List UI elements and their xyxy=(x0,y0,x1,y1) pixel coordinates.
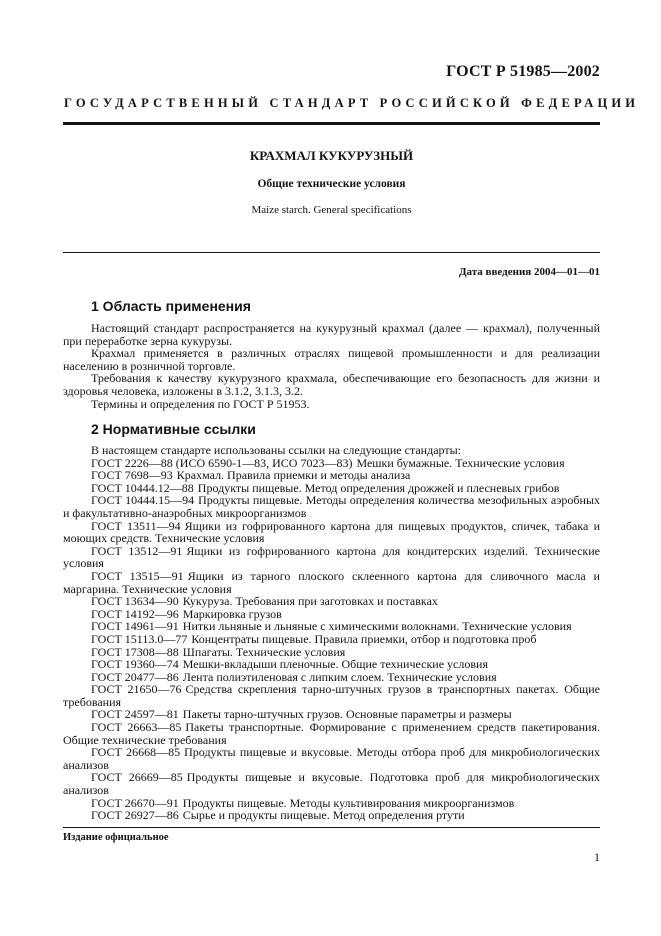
reference-code: ГОСТ 13515—91 xyxy=(91,568,184,583)
reference-title: Пакеты транспортные. Формирование с применением средств пакетирования. Общие технические требования xyxy=(63,720,600,747)
reference-title: Сырье и продукты пищевые. Метод определения ртути xyxy=(182,808,465,823)
reference-code: ГОСТ 20477—86 xyxy=(91,669,179,684)
paragraph: Требования к качеству кукурузного крахмала, обеспечивающие его безопасность для жизни и здоровья человека, изложены в 3.1.2, 3.1.3, 3.2. xyxy=(63,371,600,398)
reference-code: ГОСТ 21650—76 xyxy=(91,682,182,697)
reference-title: Кукуруза. Требования при заготовках и поставках xyxy=(182,594,438,609)
reference-title: Ящики из гофрированного картона для пищевых продуктов, спичек, табака и моющих средств. Технические условия xyxy=(63,518,600,546)
reference-item xyxy=(63,683,600,708)
reference-title: Крахмал. Правила приемки и методы анализа xyxy=(176,468,411,483)
reference-title: Мешки бумажные. Технические условия xyxy=(356,455,565,470)
reference-code: ГОСТ 17308—88 xyxy=(91,644,179,659)
reference-code: ГОСТ 14961—91 xyxy=(91,619,179,634)
introduction-date: Дата введения 2004—01—01 xyxy=(458,266,600,278)
reference-code: ГОСТ 26663—85 xyxy=(91,720,182,735)
footer-rule xyxy=(63,827,600,828)
reference-title: Лента полиэтиленовая с липким слоем. Технические условия xyxy=(182,669,497,684)
section-2-heading: 2 Нормативные ссылки xyxy=(91,421,256,437)
reference-item xyxy=(63,595,600,608)
section-1-heading: 1 Область применения xyxy=(91,298,251,314)
state-standard-banner: ГОСУДАРСТВЕННЫЙ СТАНДАРТ РОССИЙСКОЙ ФЕДЕРАЦИИ xyxy=(64,96,640,110)
reference-item xyxy=(63,721,600,746)
reference-code: ГОСТ 15113.0—77 xyxy=(91,631,188,646)
section-2-body xyxy=(63,444,600,822)
reference-item xyxy=(63,520,600,545)
header-thick-rule xyxy=(63,122,600,125)
reference-title: Ящики из тарного плоского склеенного картона для сливочного масла и маргарина. Технические условия xyxy=(63,568,600,596)
reference-item xyxy=(63,746,600,771)
reference-title: Продукты пищевые. Метод определения дрожжей и плесневых грибов xyxy=(197,480,560,495)
paragraph: Термины и определения по ГОСТ Р 51953. xyxy=(91,396,310,411)
reference-item xyxy=(63,809,600,822)
reference-title: Продукты пищевые. Методы культивирования микроорганизмов xyxy=(182,795,515,810)
reference-title: Продукты пищевые и вкусовые. Методы отбора проб для микробиологических анализов xyxy=(63,745,600,772)
reference-code: ГОСТ 26669—85 xyxy=(91,770,183,785)
reference-item xyxy=(63,771,600,796)
reference-code: ГОСТ 14192—96 xyxy=(91,606,179,621)
reference-code: ГОСТ 13634—90 xyxy=(91,594,179,609)
reference-item xyxy=(63,494,600,519)
reference-code: ГОСТ 24597—81 xyxy=(91,707,179,722)
paragraph: В настоящем стандарте использованы ссылки на следующие стандарты: xyxy=(91,443,462,457)
document-code: ГОСТ Р 51985—2002 xyxy=(446,63,600,80)
reference-item xyxy=(63,570,600,595)
reference-code: ГОСТ 13512—91 xyxy=(91,543,183,558)
reference-title: Средства скрепления тарно-штучных грузов в транспортных пакетах. Общие требования xyxy=(63,682,600,709)
page-number: 1 xyxy=(594,850,600,864)
section-1-body xyxy=(63,322,600,410)
reference-title: Ящики из гофрированного картона для кондитерских изделий. Технические условия xyxy=(63,543,600,571)
paragraph: Крахмал применяется в различных отраслях пищевой промышленности и для реализации населению в розничной торговле. xyxy=(63,346,600,373)
reference-title: Маркировка грузов xyxy=(182,606,282,621)
reference-code: ГОСТ 2226—88 (ИСО 6590-1—83, ИСО 7023—83) xyxy=(91,455,353,470)
title-divider-rule xyxy=(63,252,600,253)
reference-code: ГОСТ 10444.15—94 xyxy=(91,493,195,508)
reference-code: ГОСТ 10444.12—88 xyxy=(91,480,194,495)
reference-code: ГОСТ 26670—91 xyxy=(91,795,179,810)
reference-code: ГОСТ 13511—94 xyxy=(91,518,181,533)
reference-title: Мешки-вкладыши пленочные. Общие технические условия xyxy=(182,657,488,672)
reference-code: ГОСТ 26927—86 xyxy=(91,808,179,823)
official-edition-label: Издание официальное xyxy=(63,832,169,843)
reference-title: Концентраты пищевые. Правила приемки, отбор и подготовка проб xyxy=(191,631,537,646)
reference-code: ГОСТ 19360—74 xyxy=(91,657,179,672)
document-subtitle: Общие технические условия xyxy=(257,178,406,190)
document-title-english: Maize starch. General specifications xyxy=(251,204,412,216)
reference-title: Продукты пищевые. Методы определения количества мезофильных аэробных и факультативно-анаэробных микроорганизмов xyxy=(63,493,600,520)
reference-code: ГОСТ 26668—85 xyxy=(91,745,181,760)
paragraph: Настоящий стандарт распространяется на кукурузный крахмал (далее — крахмал), полученный при переработке зерна кукурузы. xyxy=(63,321,600,348)
reference-title: Пакеты тарно-штучных грузов. Основные параметры и размеры xyxy=(182,707,512,722)
reference-item xyxy=(63,545,600,570)
reference-title: Продукты пищевые и вкусовые. Подготовка проб для микробиологических анализов xyxy=(63,770,600,798)
document-title: КРАХМАЛ КУКУРУЗНЫЙ xyxy=(249,148,414,163)
reference-title: Шпагаты. Технические условия xyxy=(182,644,346,659)
reference-code: ГОСТ 7698—93 xyxy=(91,468,173,483)
reference-list xyxy=(63,457,600,822)
reference-title: Нитки льняные и льняные с химическими волокнами. Технические условия xyxy=(182,619,572,634)
